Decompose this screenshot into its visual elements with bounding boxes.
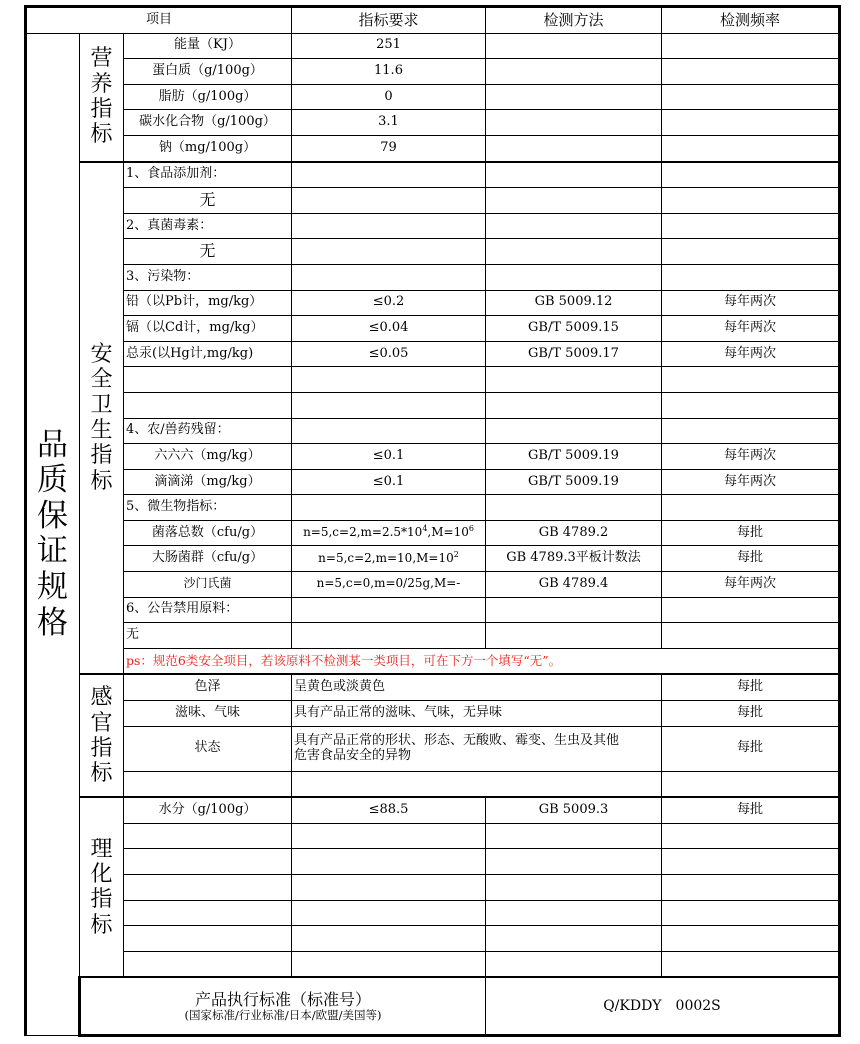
micro-title: 5、微生物指标： xyxy=(124,495,292,521)
micro-method: GB 4789.4 xyxy=(486,572,662,598)
table-row xyxy=(26,33,840,59)
residue-freq: 每年两次 xyxy=(662,444,840,470)
micro-req: $n=5,c=2,m=2.5*10^4,M=10^6$ xyxy=(292,520,486,546)
sensory-group-label: 感官指标 xyxy=(80,674,124,797)
mycotoxin-title: 2、真菌毒素： xyxy=(124,213,292,239)
sensory-desc: 具有产品正常的滋味、气味，无异味 xyxy=(292,701,662,727)
contaminant-item: 总汞(以Hg计,mg/kg) xyxy=(124,341,292,367)
table-row xyxy=(26,239,840,265)
sensory-item: 状态 xyxy=(124,726,292,771)
physchem-group-label: 理化指标 xyxy=(80,797,124,977)
physchem-item: 水分（g/100g） xyxy=(124,797,292,823)
contaminant-freq: 每年两次 xyxy=(662,341,840,367)
table-row xyxy=(26,546,840,572)
physchem-req: ≤88.5 xyxy=(292,797,486,823)
nutrition-req: 3.1 xyxy=(292,110,486,136)
additives-title: 1、食品添加剂： xyxy=(124,162,292,188)
residue-freq: 每年两次 xyxy=(662,469,840,495)
table-row xyxy=(26,290,840,316)
sensory-desc: 具有产品正常的形状、形态、无酸败、霉变、生虫及其他危害食品安全的异物 xyxy=(292,726,662,771)
standard-number: Q/KDDY 0002S xyxy=(486,977,840,1036)
nutrition-req: 79 xyxy=(292,135,486,161)
residue-req: ≤0.1 xyxy=(292,444,486,470)
header-item: 项目 xyxy=(26,7,292,34)
residue-method: GB/T 5009.19 xyxy=(486,469,662,495)
additives-value: 无 xyxy=(124,188,292,214)
table-row xyxy=(26,341,840,367)
residues-title: 4、农/兽药残留： xyxy=(124,418,292,444)
micro-method: GB 4789.3平板计数法 xyxy=(486,546,662,572)
micro-freq: 每年两次 xyxy=(662,572,840,598)
physchem-freq: 每批 xyxy=(662,797,840,823)
table-row xyxy=(26,926,840,952)
contaminants-title: 3、污染物： xyxy=(124,264,292,290)
safety-note: ps：规范6类安全项目，若该原料不检测某一类项目，可在下方一个填写“无”。 xyxy=(124,648,840,674)
table-row xyxy=(26,674,840,700)
table-row xyxy=(26,418,840,444)
residue-item: 滴滴涕（mg/kg） xyxy=(124,469,292,495)
nutrition-item: 脂肪（g/100g） xyxy=(124,84,292,110)
micro-method: GB 4789.2 xyxy=(486,520,662,546)
contaminant-freq: 每年两次 xyxy=(662,290,840,316)
sensory-freq: 每批 xyxy=(662,701,840,727)
table-row xyxy=(26,59,840,85)
sensory-item: 色泽 xyxy=(124,674,292,700)
table-row xyxy=(26,572,840,598)
table-row xyxy=(26,520,840,546)
nutrition-item: 碳水化合物（g/100g） xyxy=(124,110,292,136)
table-row xyxy=(26,316,840,342)
table-row xyxy=(26,213,840,239)
table-row xyxy=(26,188,840,214)
header-frequency: 检测频率 xyxy=(662,7,840,34)
standard-label xyxy=(80,977,486,1036)
residue-item: 六六六（mg/kg） xyxy=(124,444,292,470)
table-row xyxy=(26,648,840,674)
table-row xyxy=(26,875,840,901)
sensory-freq: 每批 xyxy=(662,674,840,700)
sensory-freq: 每批 xyxy=(662,726,840,771)
nutrition-item: 能量（KJ） xyxy=(124,33,292,59)
footer-row xyxy=(26,977,840,1036)
table-row xyxy=(26,392,840,418)
contaminant-item: 铅（以Pb计，mg/kg） xyxy=(124,290,292,316)
contaminant-method: GB 5009.12 xyxy=(486,290,662,316)
table-row xyxy=(26,495,840,521)
banned-value: 无 xyxy=(124,623,292,649)
table-row xyxy=(26,110,840,136)
micro-item: 菌落总数（cfu/g） xyxy=(124,520,292,546)
table-row xyxy=(26,951,840,977)
micro-req: $n=5,c=2,m=10,M=10^2$ xyxy=(292,546,486,572)
micro-item: 沙门氏菌 xyxy=(124,572,292,598)
table-row xyxy=(26,823,840,849)
micro-freq: 每批 xyxy=(662,546,840,572)
table-row xyxy=(26,701,840,727)
micro-freq: 每批 xyxy=(662,520,840,546)
table-row xyxy=(26,367,840,393)
header-requirement: 指标要求 xyxy=(292,7,486,34)
residue-method: GB/T 5009.19 xyxy=(486,444,662,470)
table-row xyxy=(26,264,840,290)
mycotoxin-value: 无 xyxy=(124,239,292,265)
banned-title: 6、公告禁用原料： xyxy=(124,597,292,623)
contaminant-method: GB/T 5009.17 xyxy=(486,341,662,367)
contaminant-item: 镉（以Cd计，mg/kg） xyxy=(124,316,292,342)
table-row xyxy=(26,849,840,875)
table-row xyxy=(26,726,840,771)
header-row xyxy=(26,7,840,34)
micro-item: 大肠菌群（cfu/g） xyxy=(124,546,292,572)
header-method: 检测方法 xyxy=(486,7,662,34)
micro-req: n=5,c=0,m=0/25g,M=- xyxy=(292,572,486,598)
quality-spec-table xyxy=(24,5,841,1037)
contaminant-req: ≤0.2 xyxy=(292,290,486,316)
table-row xyxy=(26,84,840,110)
nutrition-group-label: 营养指标 xyxy=(80,33,124,161)
contaminant-method: GB/T 5009.15 xyxy=(486,316,662,342)
nutrition-item: 蛋白质（g/100g） xyxy=(124,59,292,85)
physchem-method: GB 5009.3 xyxy=(486,797,662,823)
main-group-label: 品质保证规格 xyxy=(26,33,80,1036)
residue-req: ≤0.1 xyxy=(292,469,486,495)
table-row xyxy=(26,623,840,649)
table-row xyxy=(26,469,840,495)
sensory-desc: 呈黄色或淡黄色 xyxy=(292,674,662,700)
nutrition-req: 11.6 xyxy=(292,59,486,85)
table-row xyxy=(26,900,840,926)
contaminant-req: ≤0.04 xyxy=(292,316,486,342)
contaminant-req: ≤0.05 xyxy=(292,341,486,367)
standard-label-sub: (国家标准/行业标准/日本/欧盟/美国等) xyxy=(184,1007,382,1022)
sensory-item: 滋味、气味 xyxy=(124,701,292,727)
nutrition-req: 0 xyxy=(292,84,486,110)
safety-group-label: 安全卫生指标 xyxy=(80,162,124,675)
table-row xyxy=(26,597,840,623)
table-row xyxy=(26,771,840,797)
table-row xyxy=(26,162,840,188)
table-row xyxy=(26,797,840,823)
nutrition-req: 251 xyxy=(292,33,486,59)
table-row xyxy=(26,444,840,470)
nutrition-item: 钠（mg/100g） xyxy=(124,135,292,161)
contaminant-freq: 每年两次 xyxy=(662,316,840,342)
standard-label-main: 产品执行标准（标准号） xyxy=(194,989,371,1009)
table-row xyxy=(26,135,840,161)
